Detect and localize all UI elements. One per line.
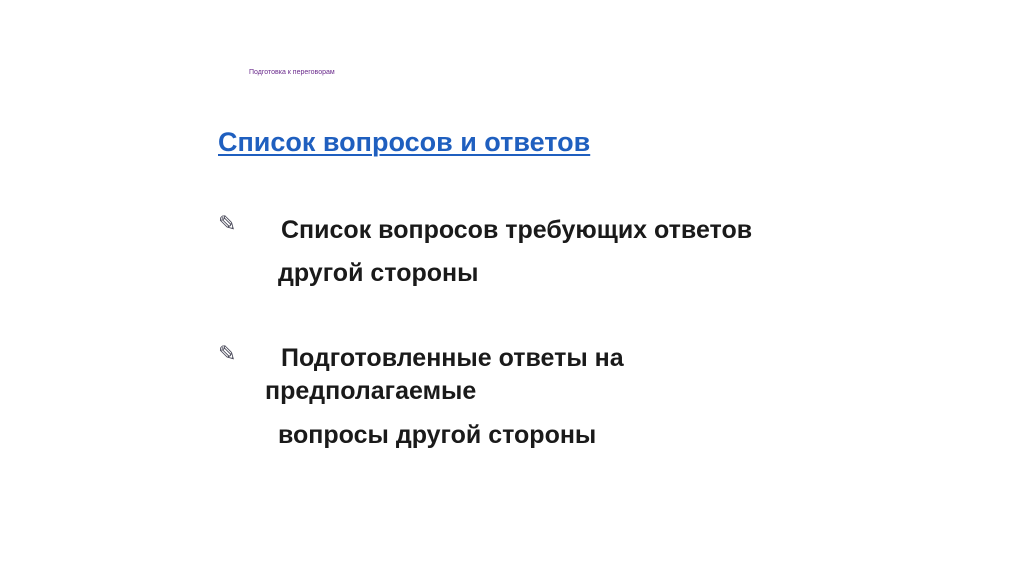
bullet-2-line-3: вопросы другой стороны	[278, 421, 597, 449]
bullet-2-line-2: предполагаемые	[265, 377, 477, 405]
bullet-2-line-1: Подготовленные ответы на	[281, 344, 624, 372]
pencil-icon: ✎	[218, 212, 237, 237]
bullet-1-line-2: другой стороны	[278, 259, 479, 287]
pencil-icon: ✎	[218, 342, 237, 367]
slide-title: Список вопросов и ответов	[218, 127, 591, 157]
header-note: Подготовка к переговорам	[249, 69, 335, 76]
bullet-1-line-1: Список вопросов требующих ответов	[281, 216, 753, 244]
